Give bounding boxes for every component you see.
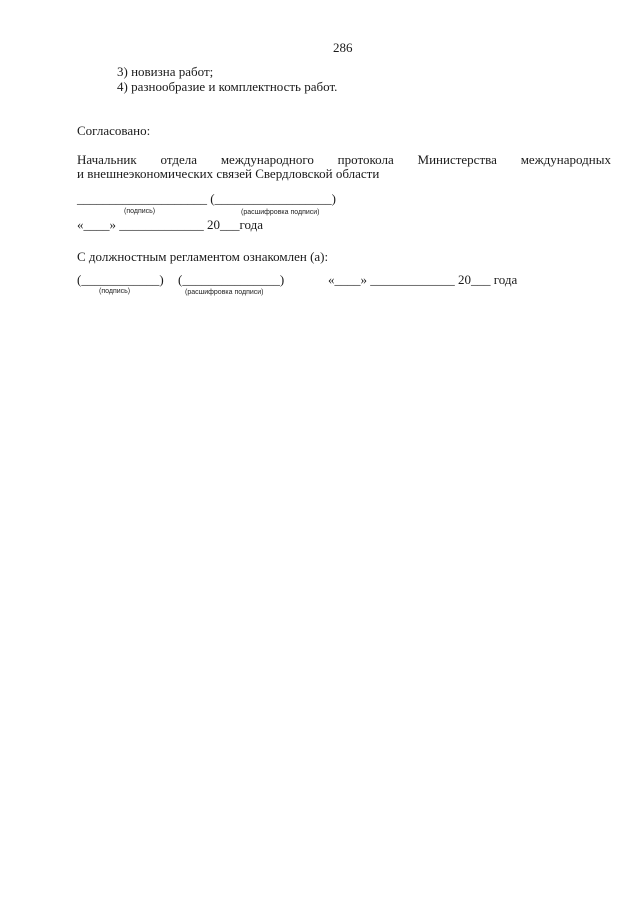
position-word: Министерства	[417, 152, 497, 167]
ack-signature-caption: (подпись)	[99, 288, 131, 295]
approval-signature-caption: (подпись)	[124, 208, 156, 215]
approved-label: Согласовано:	[77, 123, 151, 138]
position-word: международного	[220, 152, 314, 167]
position-word: международных	[520, 152, 611, 167]
position-word: протокола	[337, 152, 394, 167]
approval-signature-line: ____________________ (__________________)	[77, 191, 336, 206]
position-title-line1	[77, 152, 611, 167]
position-title-line2: и внешнеэкономических связей Свердловской области	[77, 166, 380, 181]
approval-decoding-caption: (расшифровка подписи)	[241, 209, 320, 216]
page-number: 286	[333, 40, 353, 55]
ack-signature-field: (____________)	[77, 272, 164, 287]
list-item: 3) новизна работ;	[117, 64, 214, 79]
acknowledged-label: С должностным регламентом ознакомлен (а):	[77, 249, 329, 264]
list-item: 4) разнообразие и комплектность работ.	[117, 79, 338, 94]
position-word: Начальник	[77, 152, 137, 167]
approval-date-line: «____» _____________ 20___года	[77, 217, 264, 232]
ack-decoding-field: (_______________)	[178, 272, 285, 287]
ack-decoding-caption: (расшифровка подписи)	[185, 289, 264, 296]
ack-date-line: «____» _____________ 20___ года	[328, 272, 518, 287]
position-word: отдела	[160, 152, 198, 167]
